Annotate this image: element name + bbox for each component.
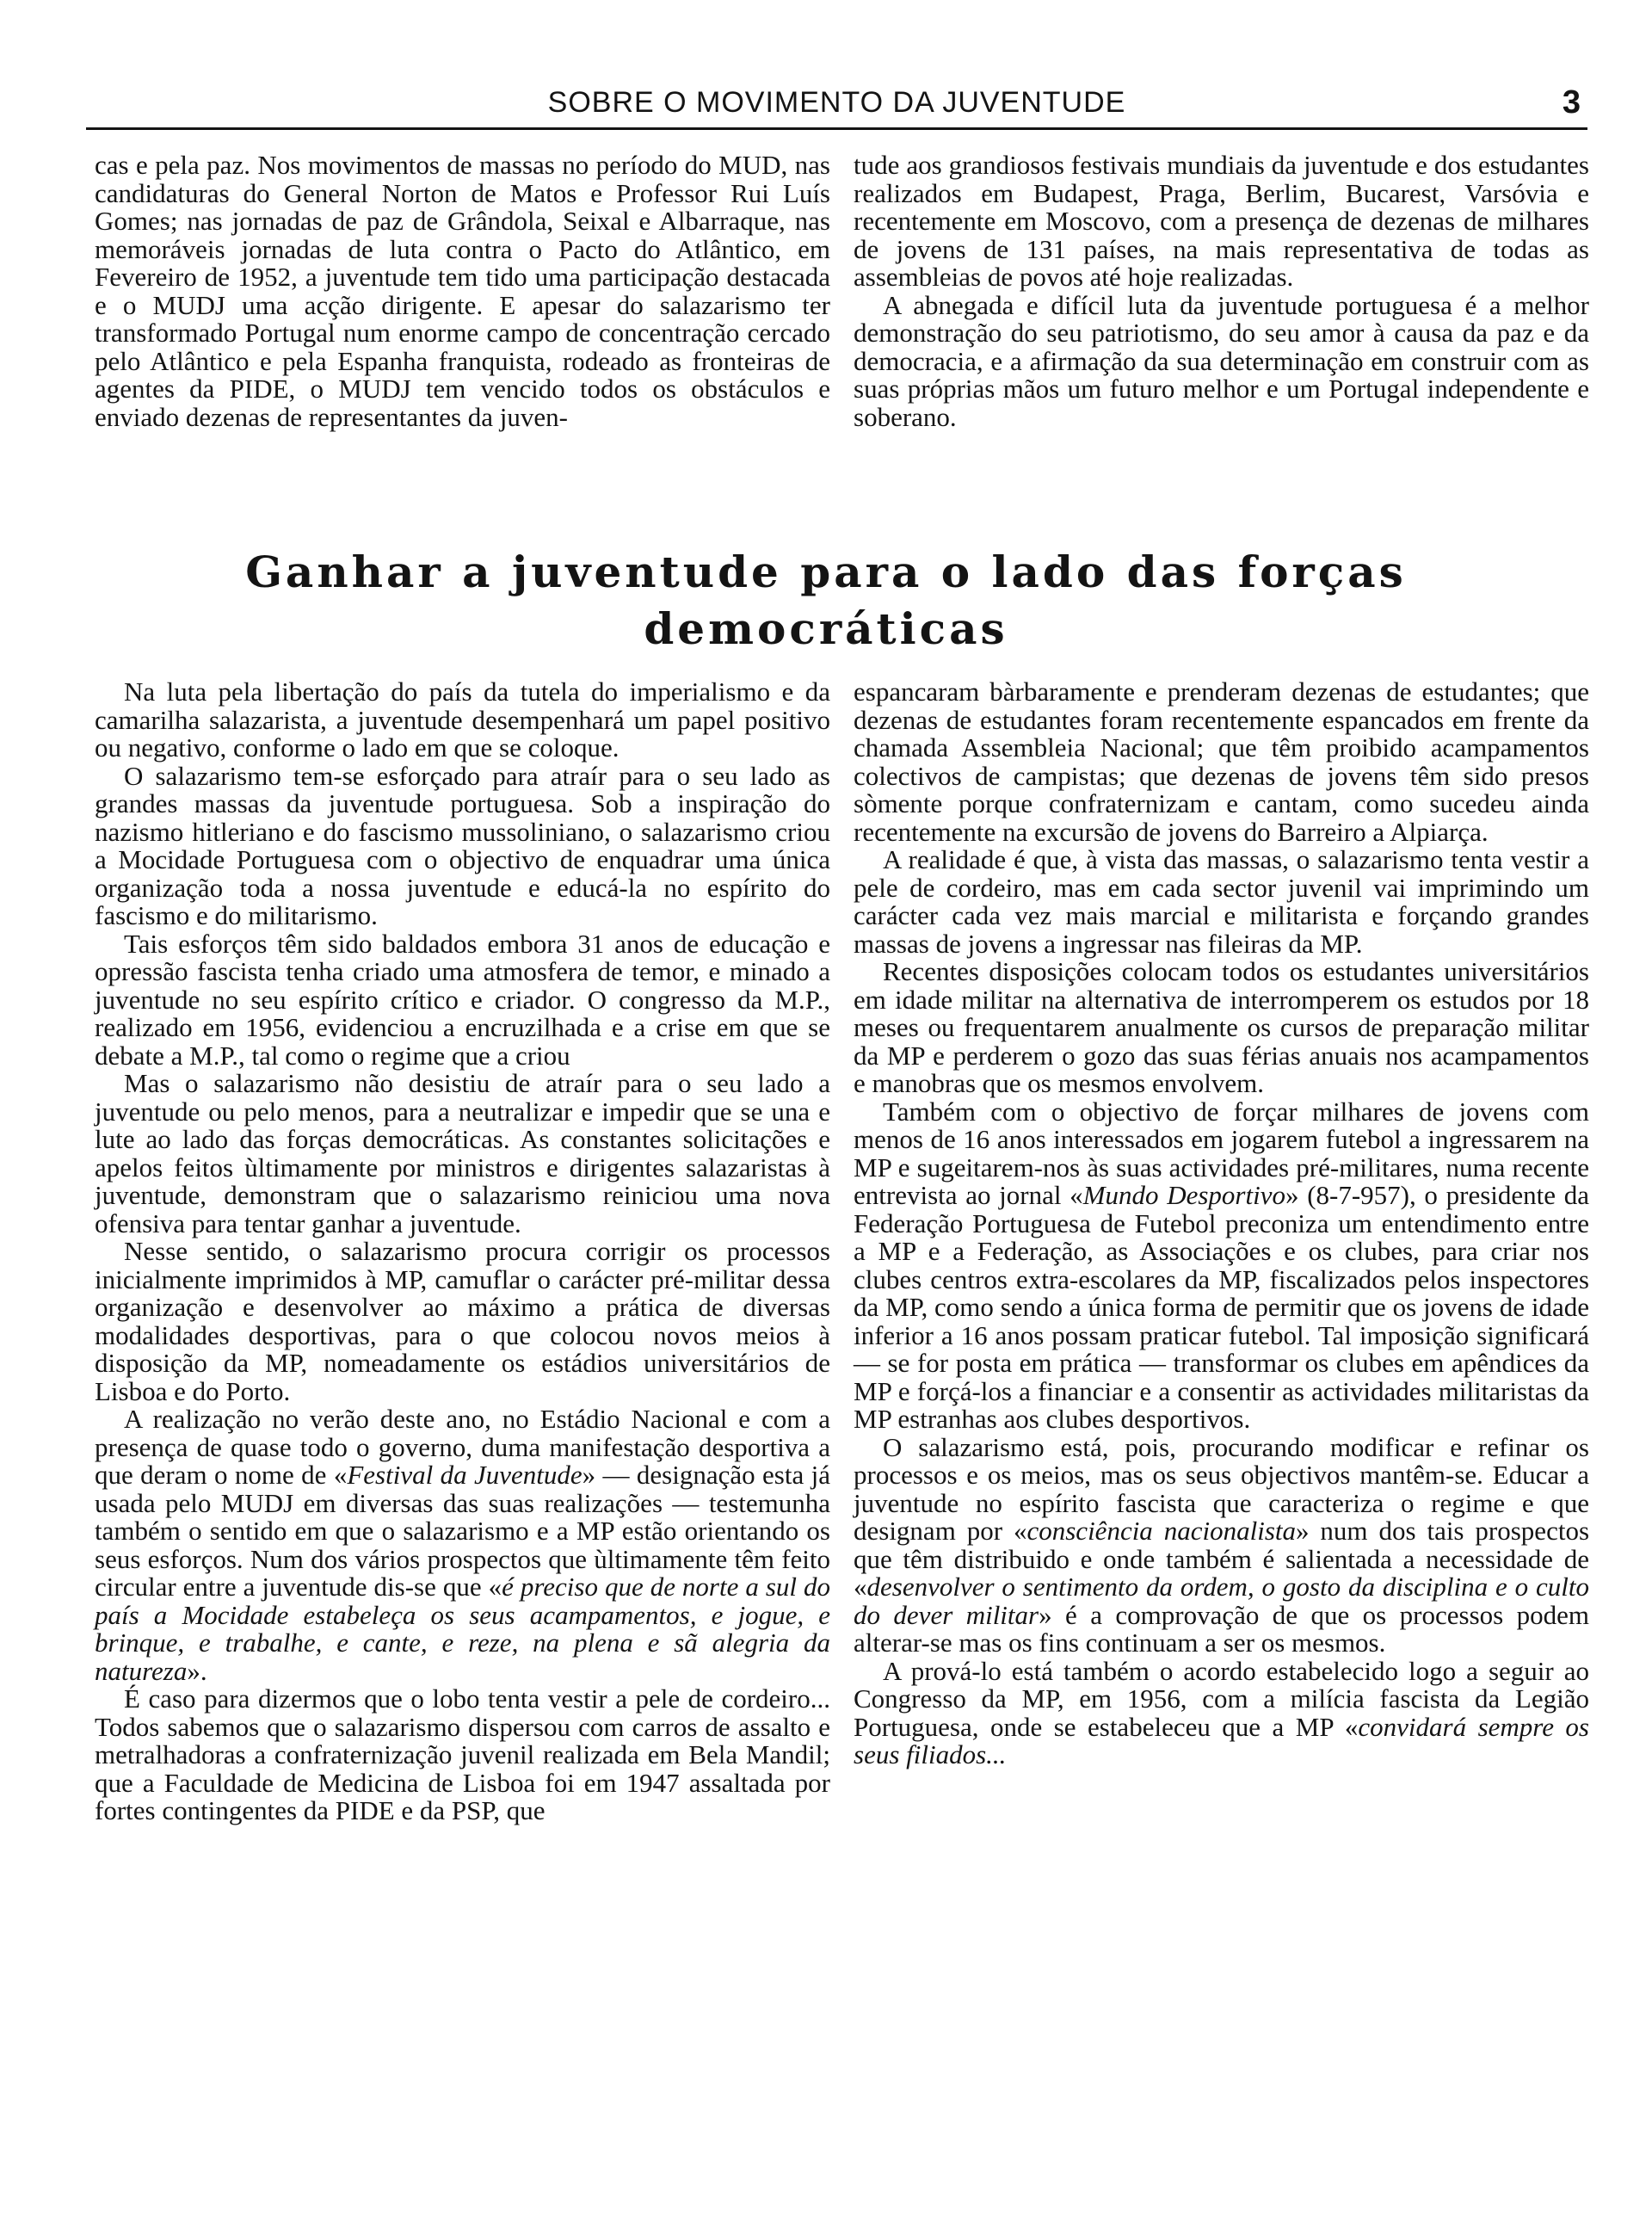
text-run: Também com o objectivo de forçar milhares de jovens com menos de 16 anos interessados em jogarem futebol a ingressarem na MP e sugeitarem-nos às suas actividades pré-militares, numa recente entrevista ao jornal «: [854, 1096, 1589, 1210]
article-paragraph: [854, 1431, 1590, 1658]
article-paragraph: Na luta pela libertação do país da tutela do imperialismo e da camarilha salazarista, a juventude desempenhará um papel positivo ou negativo, conforme o lado em que se coloque.: [95, 676, 830, 763]
text-run: A prová-lo está também o acordo estabelecido logo a seguir ao Congresso da MP, em 1956, com a milícia fascista da Legião Portuguesa, onde se estabeleceu que a MP «: [854, 1655, 1589, 1742]
text-run: ».: [187, 1655, 207, 1686]
article-paragraph: [95, 1405, 830, 1685]
article-column-right: [854, 678, 1589, 1769]
quoted-title: Mundo Desportivo: [1082, 1180, 1285, 1210]
quoted-phrase: consciência nacionalista: [1026, 1516, 1297, 1546]
article-column-left: [95, 678, 830, 1825]
text-run: O salazarismo está, pois, procurando modificar e refinar os processos e os meios, mas os seus objectivos mantêm-se. Educar a juventude no espírito fascista que caracteriza o regime e que designam por «: [854, 1431, 1589, 1546]
article-paragraph: É caso para dizermos que o lobo tenta vestir a pele de cordeiro... Todos sabemos que o salazarismo dispersou com carros de assalto e metralhadoras a confraternização juvenil realizada em Bela Mandil; que a Faculdade de Medicina de Lisboa foi em 1947 assaltada por fortes contingentes da PIDE e da PSP, que: [95, 1683, 830, 1825]
text-run: » (8-7-957), o presidente da Federação Portuguesa de Futebol preconiza um entendimento entre a MP e a Federação, as Associações e os clubes, para criar nos clubes centros extra-escolares da MP, fiscalizados pelos inspectores da MP, como sendo a única forma de permitir que os jovens de idade inferior a 16 anos possam praticar futebol. Tal imposição significará — se for posta em prática — transformar os clubes em apêndices da MP e forçá-los a financiar e a consentir as actividades militaristas da MP estranhas aos clubes desportivos.: [854, 1180, 1589, 1434]
running-title: SOBRE O MOVIMENTO DA JUVENTUDE: [547, 86, 1126, 119]
article-paragraph: [854, 1098, 1589, 1434]
intro-paragraph: tude aos grandiosos festivais mundiais da juventude e dos estudantes realizados em Budapest, Praga, Berlim, Bucarest, Varsóvia e recentemente em Moscovo, com a presença de dezenas de milhares de jovens de 131 países, na mais representativa de todas as assembleias de povos até hoje realizadas.: [854, 150, 1589, 292]
quoted-title: Festival da Juventude: [347, 1460, 583, 1490]
article-paragraph: [854, 1655, 1589, 1769]
article-paragraph: Mas o salazarismo não desistiu de atraír para o seu lado a juventude ou pelo menos, para a neutralizar e impedir que se una e lute ao lado das forças democráticas. As constantes solicitações e apelos feitos ùltimamente por ministros e dirigentes salazaristas à juventude, demonstram que o salazarismo reiniciou uma nova ofensiva para tentar ganhar a juventude.: [95, 1068, 830, 1238]
quoted-passage: convidará sempre os seus filiados...: [854, 1711, 1589, 1769]
intro-column-right: [854, 151, 1589, 431]
quoted-passage: é preciso que de norte a sul do país a Mocidade estabeleça os seus acampamentos, e jogue, e brinque, e trabalhe, e cante, e reze, na plena e sã alegria da natureza: [95, 1572, 830, 1686]
article-paragraph: espancaram bàrbaramente e prenderam dezenas de estudantes; que dezenas de estudantes foram recentemente espancados em frente da chamada Assembleia Nacional; que têm proibido acampamentos colectivos de campistas; que dezenas de jovens têm sido presos sòmente porque confraternizam e cantam, como sucedeu ainda recentemente na excursão de jovens do Barreiro a Alpiarça.: [854, 676, 1589, 847]
text-run: » num dos tais prospectos que têm distribuido e onde também é salientada a necessidade de «: [854, 1516, 1590, 1602]
quoted-passage: desenvolver o sentimento da ordem, o gosto da disciplina e o culto do dever militar: [854, 1572, 1589, 1630]
headline-line-1: Ganhar a juventude para o lado das forças: [245, 547, 1407, 597]
headline-line-2: democráticas: [644, 603, 1008, 654]
text-run: A realização no verão deste ano, no Estádio Nacional e com a presença de quase todo o governo, duma manifestação desportiva a que deram o nome de «: [95, 1404, 830, 1490]
article-headline: [172, 544, 1480, 658]
article-paragraph: Tais esforços têm sido baldados embora 31 anos de educação e opressão fascista tenha criado uma atmosfera de temor, e minado a juventude no seu espírito crítico e criador. O congresso da M.P., realizado em 1956, evidenciou a encruzilhada e a crise em que se debate a M.P., tal como o regime que a criou: [95, 928, 830, 1071]
intro-paragraph: cas e pela paz. Nos movimentos de massas no período do MUD, nas candidaturas do General Norton de Matos e Professor Rui Luís Gomes; nas jornadas de paz de Grândola, Seixal e Albarraque, nas memoráveis jornadas de luta contra o Pacto do Atlântico, em Fevereiro de 1952, a juventude tem tido uma participação destacada e o MUDJ uma acção dirigente. E apesar do salazarismo ter transformado Portugal num enorme campo de concentração cercado pelo Atlântico e pela Espanha franquista, rodeado as fronteiras de agentes da PIDE, o MUDJ tem vencido todos os obstáculos e enviado dezenas de representantes da juven-: [95, 150, 830, 432]
page-number: 3: [1562, 84, 1581, 120]
page-header: [86, 86, 1587, 130]
intro-column-left: [95, 151, 830, 431]
text-run: » é a comprovação de que os processos podem alterar-se mas os fins continuam a ser os mesmos.: [854, 1599, 1590, 1658]
text-run: » — designação esta já usada pelo MUDJ em diversas das suas realizações — testemunha também o sentido em que o salazarismo e a MP estão orientando os seus esforços. Num dos vários prospectos que ùltimamente têm feito circular entre a juventude dis-se que «: [95, 1460, 830, 1602]
article-paragraph: A realidade é que, à vista das massas, o salazarismo tenta vestir a pele de cordeiro, mas em cada sector juvenil vai imprimindo um carácter cada vez mais marcial e militarista e forçando grandes massas de jovens a ingressar nas fileiras da MP.: [854, 844, 1589, 959]
article-paragraph: Recentes disposições colocam todos os estudantes universitários em idade militar na alternativa de interromperem os estudos por 18 meses ou frequentarem anualmente os cursos de preparação militar da MP e perderem o gozo das suas férias anuais nos acampamentos e manobras que os mesmos envolvem.: [854, 956, 1589, 1098]
article-paragraph: O salazarismo tem-se esforçado para atraír para o seu lado as grandes massas da juventude portuguesa. Sob a inspiração do nazismo hitleriano e do fascismo mussoliniano, o salazarismo criou a Mocidade Portuguesa com o objectivo de enquadrar uma única organização toda a nossa juventude e educá-la no espírito do fascismo e do militarismo.: [95, 760, 830, 930]
article-paragraph: Nesse sentido, o salazarismo procura corrigir os processos inicialmente imprimidos à MP, camuflar o carácter pré-militar dessa organização e desenvolver ao máximo a prática de diversas modalidades desportivas, para o que colocou novos meios à disposição da MP, nomeadamente os estádios universitários de Lisboa e do Porto.: [95, 1236, 830, 1406]
intro-paragraph: A abnegada e difícil luta da juventude portuguesa é a melhor demonstração do seu patriotismo, do seu amor à causa da paz e da democracia, e a afirmação da sua determinação em construir com as suas próprias mãos um futuro melhor e um Portugal independente e soberano.: [854, 289, 1589, 432]
